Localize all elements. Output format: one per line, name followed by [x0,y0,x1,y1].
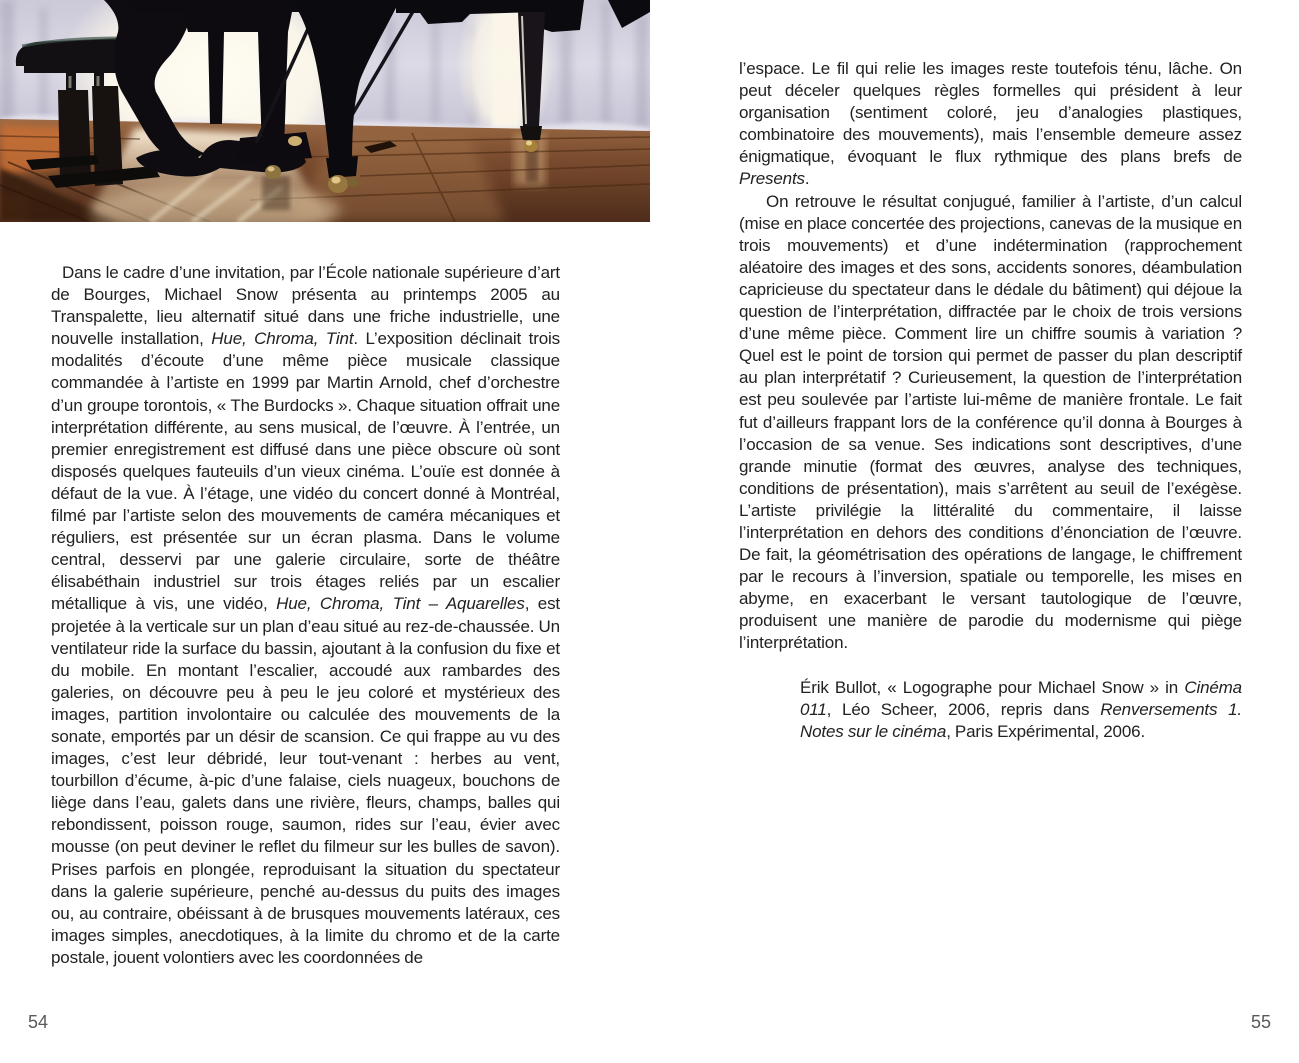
piano-rear-leg [518,12,545,152]
brass-pedal-glint [288,136,302,146]
body-paragraph-continuation: l’espace. Le fil qui relie les images reste toutefois ténu, lâche. On peut déceler quelques règles formelles qui président à leur organisation (sentiment coloré, jeu d’analogies plastiques, combinatoire des mouvements), mais l’ensemble demeure assez énigmatique, évoquant le flux rythmique des plans brefs de Presents. [739,59,1242,189]
page-number-left: 54 [28,1012,49,1032]
citation-credit: Érik Bullot, « Logographe pour Michael Snow » in Cinéma 011, Léo Scheer, 2006, repris dans Renversements 1. Notes sur le cinéma, Paris Expérimental, 2006. [800,677,1242,741]
page-number-right: 55 [1250,1012,1271,1032]
body-paragraph-2: On retrouve le résultat conjugué, familier à l’artiste, d’un calcul (mise en place concertée des projections, canevas de la musique en trois mouvements) et d’une indétermination (rapprochement aléatoire des images et des sons, accidents sonores, déambulation capricieuse du spectateur dans le dédale du bâtiment) qui déjoue la question de l’interprétation, diffractée par le choix de trois versions d’une même pièce. Comment lire un chiffre soumis à variation ? Quel est le point de torsion qui permet de passer du plan descriptif au plan interprétatif ? Curieusement, la question de l’interprétation est peu soulevée par l’artiste lui-même de manière frontale. Le fait fut d’ailleurs frappant lors de la conférence qu’il donna à Bourges à l’occasion de sa venue. Ses indications sont descriptives, d’une grande minutie (format des œuvres, analyse des techniques, conditions de présentation), mais s’arrêtent au seuil de l’exégèse. L’artiste privilégie la littéralité du commentaire, il laisse l’interprétation en dehors des conditions d’énonciation de l’œuvre. De fait, la géométrisation des opérations de langage, le chiffrement par le recours à l’inversion, spatiale ou temporelle, les mises en abyme, en exacerbant le versant tautologique de l’œuvre, produisent une manière de parodie du modernisme qui piège l’interprétation. [739,191,1242,653]
body-paragraph-left: Dans le cadre d’une invitation, par l’École nationale supérieure d’art de Bourges, Michael Snow présenta au printemps 2005 au Transpalette, lieu alternatif situé dans une friche industrielle, une nouvelle installation, Hue, Chroma, Tint. L’exposition déclinait trois modalités d’écoute d’une même pièce musicale classique commandée à l’artiste en 1999 par Martin Arnold, chef d’orchestre d’un groupe torontois, « The Burdocks ». Chaque situation offrait une interprétation différente, au sens musical, de l’œuvre. À l’entrée, un premier enregistrement est diffusé dans une pièce obscure où sont disposés quelques fauteuils d’un vieux cinéma. L’ouïe est donnée à défaut de la vue. À l’étage, une vidéo du concert donné à Montréal, filmé par l’artiste selon des mouvements de caméra mécaniques et réguliers, est présentée sur un écran plasma. Dans le volume central, desservi par une galerie circulaire, sorte de théâtre élisabéthain industriel sur trois étages reliés par un escalier métallique à vis, une vidéo, Hue, Chroma, Tint – Aquarelles, est projetée à la verticale sur un plan d’eau situé au rez-de-chaussée. Un ventilateur ride la surface du bassin, ajoutant à la confusion du fixe et du mobile. En montant l’escalier, accoudé aux rambardes des galeries, on découvre peu à peu le jeu coloré et mystérieux des images, partition involontaire ou calculée des mouvements de la sonate, emportés par un désir de scansion. Ce qui frappe au vu des images, c’est leur débridé, leur tout-venant : herbes au vent, tourbillon d’écume, à-pic d’une falaise, ciels nuageux, bouchons de liège dans l’eau, galets dans une rivière, fleurs, champs, balles qui rebondissent, poisson rouge, saumon, rides sur l’eau, évier avec mousse (on peut deviner le reflet du filmeur sur les bulles de savon). Prises parfois en plongée, reproduisant la situation du spectateur dans la galerie supérieure, penché au-dessus du puits des images ou, au contraire, obéissant à de brusques mouvements latéraux, ces images simples, anecdotiques, à la limite du chromo et de la carte postale, jouent volontiers avec les coordonnées de [51,263,560,967]
right-text-column [739,58,1242,743]
piano-performance-photo [0,0,650,222]
left-text-column [51,262,560,1020]
